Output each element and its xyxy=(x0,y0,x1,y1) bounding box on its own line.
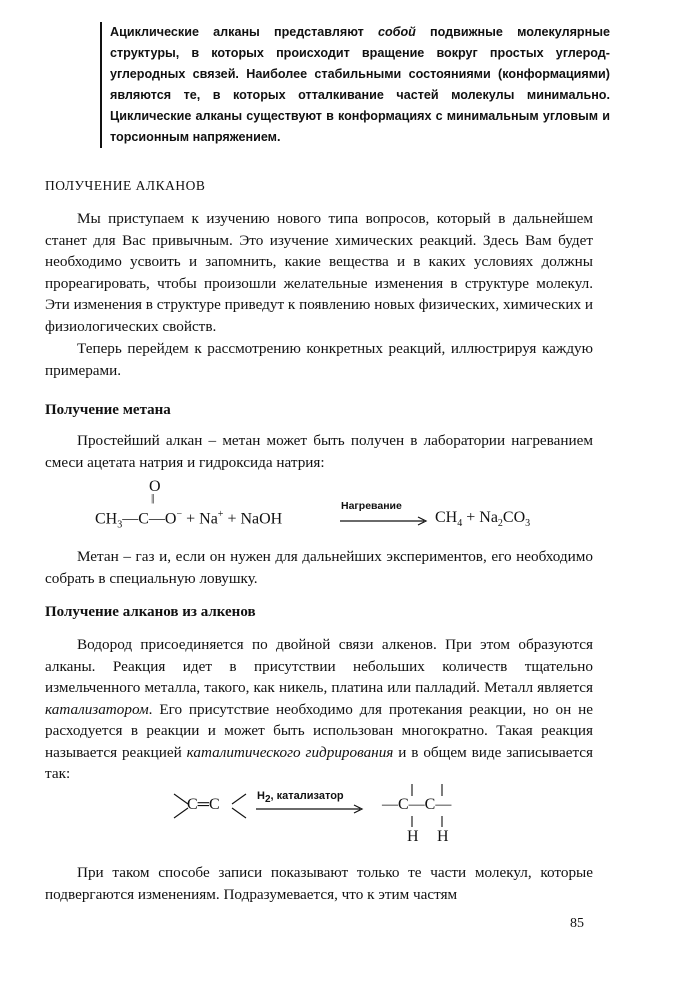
reaction-condition: Нагревание xyxy=(341,500,402,512)
section-heading: ПОЛУЧЕНИЕ АЛКАНОВ xyxy=(45,178,206,193)
summary-box xyxy=(100,22,610,148)
hydrogen-left: H xyxy=(407,828,419,845)
paragraph-intro: Мы приступаем к изучению нового типа вопросов, который в дальнейшем станет для Вас привычным. Это изучение химических реакций. Здесь Вам будет необходимо усвоить и запомнить, какие вещества и в каких условиях должны прореагировать, чтобы произошли желательные изменения в структуре молекул. Эти изменения в структуре приведут к появлению новых физических, химических и физиологических свойств. xyxy=(45,210,593,335)
alkene-formula: C═C xyxy=(187,796,220,813)
reaction-arrow-icon xyxy=(340,516,430,526)
subheading-methane: Получение метана xyxy=(45,402,171,418)
page-number: 85 xyxy=(570,916,584,931)
equation-hydrogenation xyxy=(170,782,500,852)
carbonyl-oxygen: O xyxy=(149,478,161,495)
summary-text: Ациклические алканы представляют собой подвижные молекулярные структуры, в которых происходит вращение вокруг простых углерод-углеродных связей. Наиболее стабильными состояниями (конформациями) являются те, в которых отталкивание частей молекулы минимально. Циклические алканы существуют в конформациях с минимальным угловым и торсионным напряжением. xyxy=(110,25,610,144)
paragraph-methane-gas: Метан – газ и, если он нужен для дальнейших экспериментов, его необходимо собрать в специальную ловушку. xyxy=(45,548,593,587)
paragraph-methane: Простейший алкан – метан может быть получен в лаборатории нагреванием смеси ацетата натрия и гидроксида натрия: xyxy=(45,432,593,471)
paragraph-next: Теперь перейдем к рассмотрению конкретных реакций, иллюстрируя каждую примерами. xyxy=(45,340,593,379)
alkane-formula: —C—C— xyxy=(382,796,452,813)
paragraph-notation: При таком способе записи показывают только те части молекул, которые подвергаются изменениям. Подразумевается, что к этим частям xyxy=(45,864,593,903)
equation-rhs: $CH_4 + Na_2CO_3$ xyxy=(435,509,531,530)
double-bond-mark: || xyxy=(151,492,154,504)
equation-methane xyxy=(95,478,565,534)
reaction-arrow-icon xyxy=(256,804,366,814)
paragraph-hydrogenation: Водород присоединяется по двойной связи алкенов. При этом образуются алканы. Реакция идет в присутствии небольших количеств тщательно измельченного металла, такого, как никель, платина или палладий. Металл является катализатором. Его присутствие необходимо для протекания реакции, но он не расходуется в реакции и может быть использован многократно. Такая реакция называется реакцией каталитического гидрирования и в общем виде записывается так: xyxy=(45,636,593,782)
subheading-alkenes: Получение алканов из алкенов xyxy=(45,604,256,620)
equation-lhs: $CH_3—C—O^- + Na^+$ + NaOH xyxy=(95,509,283,531)
hydrogenation-condition: $H_2$, катализатор xyxy=(257,790,344,806)
hydrogen-right: H xyxy=(437,828,449,845)
